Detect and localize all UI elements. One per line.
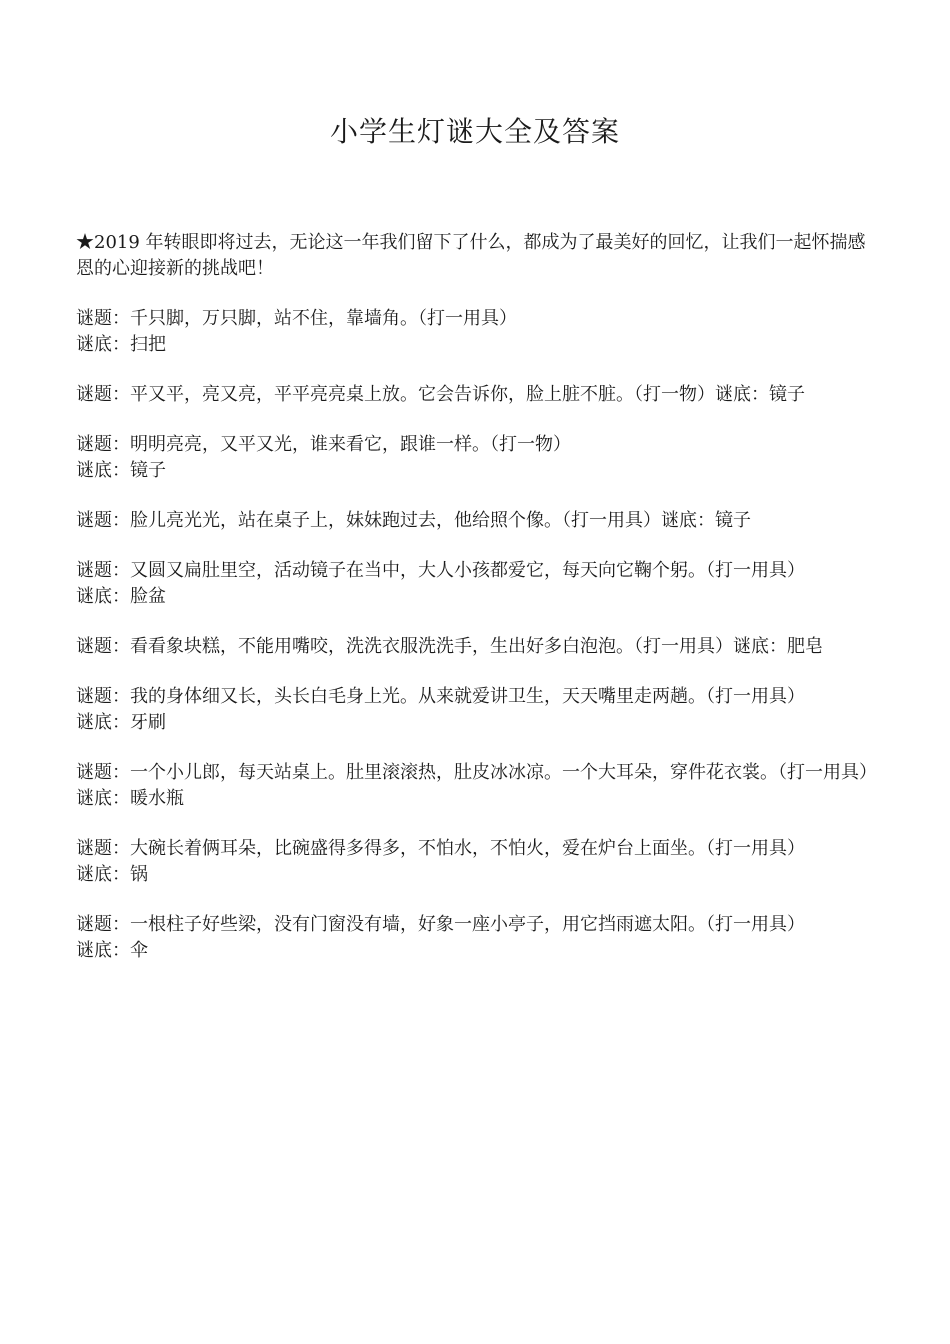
- riddle-answer: 谜底：镜子: [76, 460, 166, 481]
- riddle-item: [76, 836, 876, 888]
- riddle-item: [76, 382, 876, 408]
- riddle-item: [76, 306, 876, 358]
- riddle-question: 谜题：一个小儿郎，每天站桌上。肚里滚滚热，肚皮冰冰凉。一个大耳朵，穿件花衣裳。（打一用具）: [76, 762, 877, 783]
- riddle-question: 谜题：脸儿亮光光，站在桌子上，妹妹跑过去，他给照个像。（打一用具）谜底：镜子: [76, 510, 751, 531]
- riddle-question: 谜题：看看象块糕，不能用嘴咬，洗洗衣服洗洗手，生出好多白泡泡。（打一用具）谜底：肥皂: [76, 636, 823, 657]
- riddle-item: [76, 760, 876, 812]
- riddle-answer: 谜底：伞: [76, 940, 148, 961]
- riddle-answer: 谜底：扫把: [76, 334, 166, 355]
- document-title: 小学生灯谜大全及答案: [329, 115, 620, 148]
- riddle-answer: 谜底：暖水瓶: [76, 788, 184, 809]
- riddle-item: [76, 634, 876, 660]
- riddle-item: [76, 684, 876, 736]
- riddle-answer: 谜底：脸盆: [76, 586, 166, 607]
- riddle-question: 谜题：明明亮亮，又平又光，谁来看它，跟谁一样。（打一物）: [76, 434, 571, 455]
- riddle-question: 谜题：大碗长着俩耳朵，比碗盛得多得多，不怕水，不怕火，爱在炉台上面坐。（打一用具）: [76, 838, 805, 859]
- riddle-question: 谜题：又圆又扁肚里空，活动镜子在当中，大人小孩都爱它，每天向它鞠个躬。（打一用具）: [76, 560, 805, 581]
- document-body: [76, 230, 876, 988]
- riddle-question: 谜题：平又平，亮又亮，平平亮亮桌上放。它会告诉你，脸上脏不脏。（打一物）谜底：镜子: [76, 384, 805, 405]
- intro-paragraph: ★2019 年转眼即将过去，无论这一年我们留下了什么，都成为了最美好的回忆，让我们一起怀揣感恩的心迎接新的挑战吧！: [76, 232, 866, 279]
- riddle-answer: 谜底：牙刷: [76, 712, 166, 733]
- riddle-answer: 谜底：锅: [76, 864, 148, 885]
- riddle-item: [76, 508, 876, 534]
- riddle-item: [76, 912, 876, 964]
- riddle-question: 谜题：千只脚，万只脚，站不住，靠墙角。（打一用具）: [76, 308, 517, 329]
- riddle-question: 谜题：一根柱子好些梁，没有门窗没有墙，好象一座小亭子，用它挡雨遮太阳。（打一用具）: [76, 914, 805, 935]
- riddle-question: 谜题：我的身体细又长，头长白毛身上光。从来就爱讲卫生，天天嘴里走两趟。（打一用具）: [76, 686, 805, 707]
- riddle-item: [76, 432, 876, 484]
- riddle-item: [76, 558, 876, 610]
